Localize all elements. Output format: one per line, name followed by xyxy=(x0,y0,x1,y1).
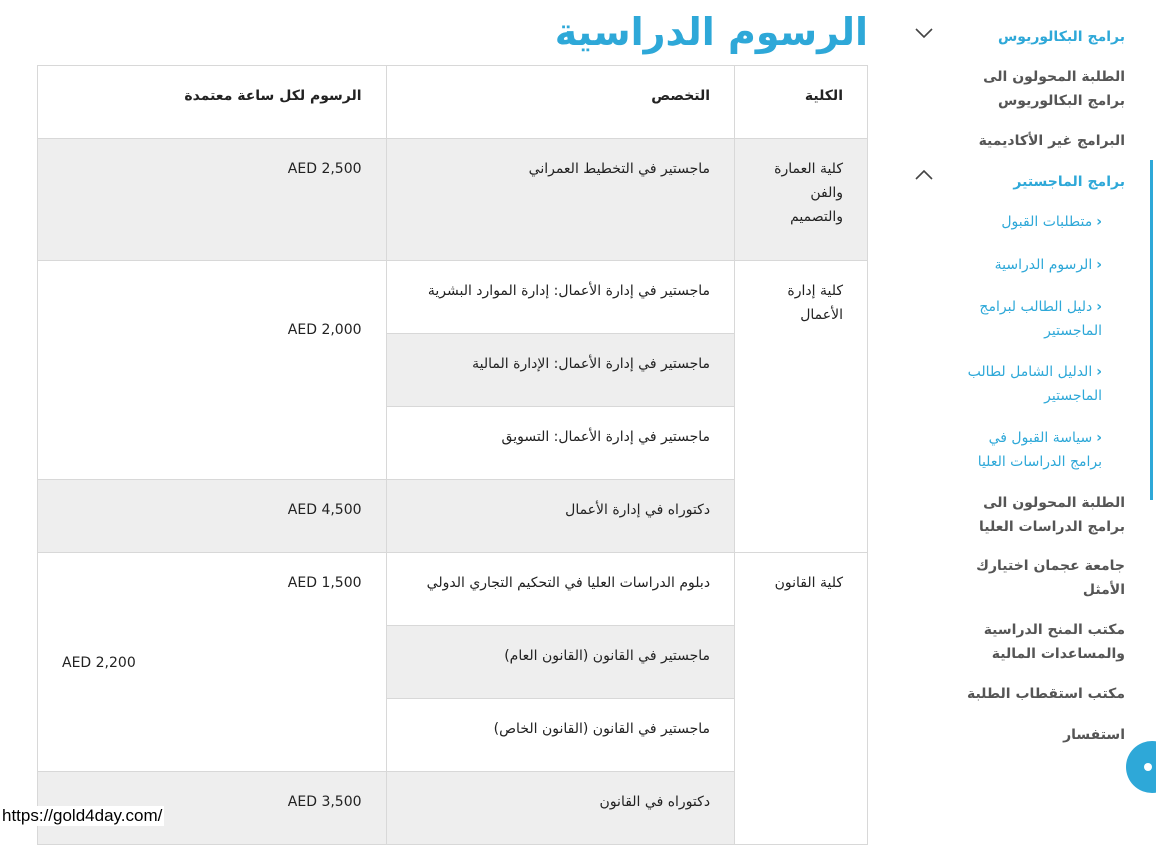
specialization-cell: دبلوم الدراسات العليا في التحكيم التجاري الدولي xyxy=(386,553,735,626)
sidebar-subitem-label: سياسة القبول في برامج الدراسات العليا xyxy=(977,430,1102,470)
fee-cell: AED 4,500 xyxy=(38,480,387,553)
sidebar-subitem-label: متطلبات القبول xyxy=(1001,214,1093,230)
specialization-cell: ماجستير في إدارة الأعمال: التسويق xyxy=(386,407,735,480)
specialization-cell: ماجستير في القانون (القانون الخاص) xyxy=(386,699,735,772)
sidebar-item-transfer-bachelor[interactable]: الطلبة المحولون الى برامج البكالوريوس xyxy=(983,69,1125,109)
sidebar-item-inquiry[interactable]: استفسار xyxy=(1063,727,1125,743)
specialization-cell: ماجستير في التخطيط العمراني xyxy=(386,139,735,261)
fee-cell xyxy=(38,553,387,772)
specialization-cell: ماجستير في إدارة الأعمال: الإدارة المالية xyxy=(386,334,735,407)
chevron-right-icon: ‹ xyxy=(1096,364,1102,380)
chevron-right-icon: ‹ xyxy=(1096,257,1102,273)
fee-cell: AED 3,500 xyxy=(38,772,387,845)
column-header-specialization: التخصص xyxy=(386,66,735,139)
chevron-right-icon: ‹ xyxy=(1096,214,1102,230)
specialization-cell: ماجستير في إدارة الأعمال: إدارة الموارد البشرية xyxy=(386,261,735,334)
fee-value: AED 2,200 xyxy=(62,655,136,671)
chevron-right-icon: ‹ xyxy=(1096,430,1102,446)
sidebar-active-indicator xyxy=(1150,160,1153,500)
link-url-overlay: https://gold4day.com/ xyxy=(2,806,163,825)
college-cell: كلية العمارة والفن والتصميم xyxy=(735,139,868,261)
column-header-college: الكلية xyxy=(735,66,868,139)
chevron-up-icon[interactable] xyxy=(914,168,934,182)
sidebar-item-masters[interactable]: برامج الماجستير xyxy=(1013,174,1125,190)
sidebar-item-non-academic[interactable]: البرامج غير الأكاديمية xyxy=(978,133,1125,149)
sidebar-subitem-student-guide[interactable] xyxy=(962,295,1102,343)
specialization-cell: دكتوراه في القانون xyxy=(386,772,735,845)
sidebar-item-scholarships[interactable]: مكتب المنح الدراسية والمساعدات المالية xyxy=(983,622,1125,662)
sidebar-item-bachelor[interactable]: برامج البكالوريوس xyxy=(997,29,1125,45)
fees-table xyxy=(37,65,868,845)
sidebar-subitem-label: دليل الطالب لبرامج الماجستير xyxy=(979,299,1102,339)
table-row xyxy=(38,139,868,261)
table-row xyxy=(38,261,868,334)
fee-value: AED 1,500 xyxy=(287,575,362,591)
chat-icon xyxy=(1144,763,1152,771)
sidebar-item-recruitment[interactable]: مكتب استقطاب الطلبة xyxy=(966,686,1125,702)
table-header-row xyxy=(38,66,868,139)
column-header-fee: الرسوم لكل ساعة معتمدة xyxy=(38,66,387,139)
fee-cell: AED 2,500 xyxy=(38,139,387,261)
sidebar-item-transfer-graduate[interactable]: الطلبة المحولون الى برامج الدراسات العليا xyxy=(978,495,1125,535)
college-cell: كلية القانون xyxy=(735,553,868,845)
specialization-cell: دكتوراه في إدارة الأعمال xyxy=(386,480,735,553)
sidebar-subitem-admission[interactable] xyxy=(942,210,1102,234)
sidebar-subitem-admission-policy[interactable] xyxy=(962,426,1102,474)
fee-cell: AED 2,000 xyxy=(38,261,387,480)
page-title: الرسوم الدراسية xyxy=(554,10,868,54)
sidebar-item-ajman-choice[interactable]: جامعة عجمان اختيارك الأمثل xyxy=(976,558,1125,598)
specialization-cell: ماجستير في القانون (القانون العام) xyxy=(386,626,735,699)
college-cell: كلية إدارة الأعمال xyxy=(735,261,868,553)
table-row xyxy=(38,553,868,626)
sidebar-subitem-label: الدليل الشامل لطالب الماجستير xyxy=(967,364,1102,404)
chevron-right-icon: ‹ xyxy=(1096,299,1102,315)
sidebar-subitem-fees[interactable] xyxy=(942,253,1102,277)
sidebar-subitem-comprehensive-guide[interactable] xyxy=(952,360,1102,408)
sidebar-subitem-label: الرسوم الدراسية xyxy=(994,257,1093,273)
chevron-down-icon[interactable] xyxy=(914,26,934,40)
